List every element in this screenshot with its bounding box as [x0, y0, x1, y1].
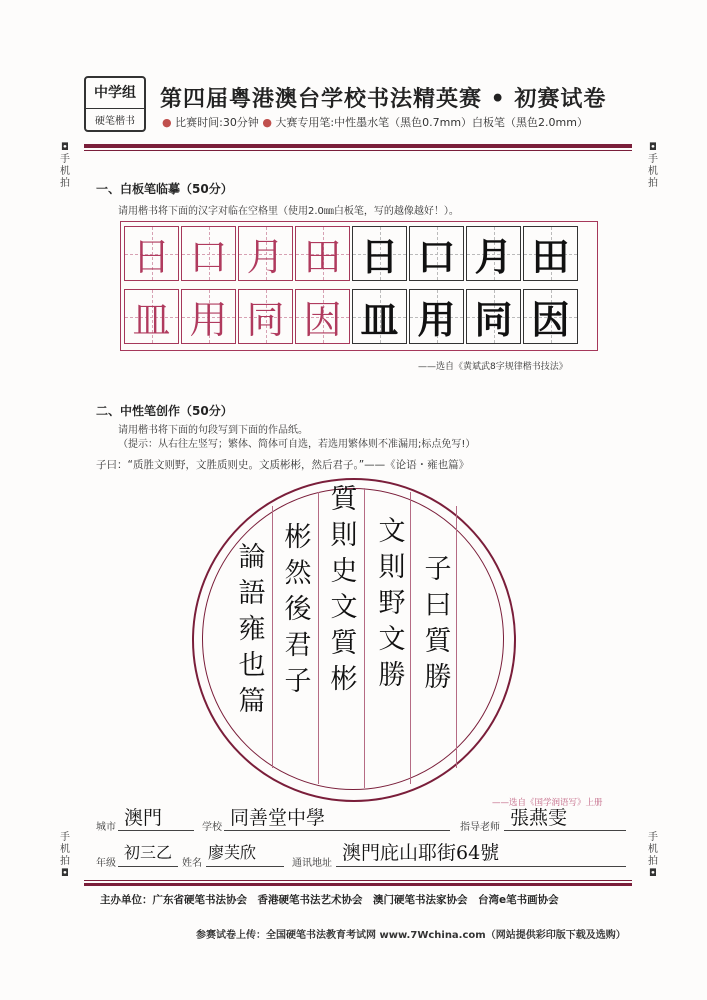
- artwork-column-3: 質則史文質彬: [330, 484, 358, 695]
- column-divider: [456, 506, 457, 768]
- city-underline: [118, 830, 194, 831]
- badge-group: 中学组: [94, 85, 136, 101]
- written-cell: 同: [466, 289, 521, 344]
- address-label: 通讯地址: [292, 858, 332, 869]
- written-cell: 日: [352, 226, 407, 281]
- header-rule: [84, 144, 632, 148]
- organizers: 主办单位：广东省硬笔书法协会 香港硬笔书法艺术协会 澳门硬笔书法家协会 台湾e笔书画协会: [100, 894, 559, 906]
- column-divider: [272, 506, 273, 768]
- side-label: 手机拍: [648, 154, 658, 189]
- section1-heading: 一、白板笔临摹（50分）: [96, 182, 233, 196]
- artwork-column-5: 論語雍也篇: [238, 542, 266, 717]
- camera-icon: ◘: [649, 868, 657, 879]
- school-label: 学校: [202, 822, 222, 833]
- column-divider: [364, 488, 365, 788]
- section1-instruction: 请用楷书将下面的汉字对临在空格里（使用2.0㎜白板笔，写的越像越好！）。: [118, 206, 459, 217]
- city-label: 城市: [96, 822, 116, 833]
- model-cell: 月: [238, 226, 293, 281]
- written-cell: 月: [466, 226, 521, 281]
- header-rule-thin: [84, 150, 632, 151]
- column-divider: [410, 492, 411, 784]
- artwork-column-1: 子曰質勝: [424, 554, 452, 693]
- practice-row-1: [124, 226, 580, 281]
- model-cell: 用: [181, 289, 236, 344]
- model-cell: 皿: [124, 289, 179, 344]
- exam-title: 第四届粤港澳台学校书法精英赛 • 初赛试卷: [160, 86, 607, 112]
- side-label: 手机拍: [60, 154, 70, 189]
- camera-icon: ◘: [649, 142, 657, 153]
- exam-pen: 大赛专用笔:中性墨水笔（黑色0.7mm）白板笔（黑色2.0mm）: [275, 116, 588, 129]
- camera-icon: ◘: [61, 868, 69, 879]
- badge-category: 硬笔楷书: [86, 108, 144, 127]
- side-label: 手机拍: [648, 832, 658, 867]
- written-cell: 皿: [352, 289, 407, 344]
- teacher-label: 指导老师: [460, 822, 500, 833]
- section2-source: ——选自《国学润语写》上册: [492, 798, 603, 808]
- upload-footer: 参赛试卷上传：全国硬笔书法教育考试网 www.7Wchina.com（网站提供彩印版下载及选购）: [196, 930, 626, 941]
- footer-rule: [84, 883, 632, 886]
- written-cell: 口: [409, 226, 464, 281]
- artwork-column-4: 彬然後君子: [284, 522, 312, 697]
- section2-instruction-1: 请用楷书将下面的句段写到下面的作品纸。: [118, 425, 308, 436]
- section2-heading: 二、中性笔创作（50分）: [96, 404, 233, 418]
- section2-instruction-2: （提示：从右往左竖写；繁体、简体可自选，若选用繁体则不准漏用;标点免写!）: [118, 439, 476, 450]
- grade-value: 初三乙: [124, 843, 173, 862]
- city-value: 澳門: [124, 807, 163, 829]
- group-badge: [84, 76, 146, 132]
- school-value: 同善堂中學: [230, 807, 326, 829]
- side-marker-top-left: [58, 142, 72, 190]
- address-underline: [336, 866, 626, 867]
- footer-rule-thin: [84, 880, 632, 881]
- exam-time: 比赛时间:30分钟: [175, 116, 259, 129]
- bullet-icon: ●: [162, 116, 172, 129]
- section1-source: ——选自《黄斌武8字规律楷书技法》: [418, 362, 568, 372]
- model-cell: 因: [295, 289, 350, 344]
- side-marker-bottom-left: [58, 832, 72, 880]
- artwork-column-2: 文則野文勝: [378, 516, 406, 691]
- model-cell: 田: [295, 226, 350, 281]
- side-marker-top-right: [646, 142, 660, 190]
- written-cell: 田: [523, 226, 578, 281]
- name-label: 姓名: [182, 858, 202, 869]
- model-cell: 同: [238, 289, 293, 344]
- teacher-underline: [504, 830, 626, 831]
- model-cell: 口: [181, 226, 236, 281]
- written-cell: 用: [409, 289, 464, 344]
- side-marker-bottom-right: [646, 832, 660, 880]
- bullet-icon: ●: [262, 116, 272, 129]
- side-label: 手机拍: [60, 832, 70, 867]
- address-value: 澳門庇山耶街64號: [342, 842, 500, 864]
- teacher-value: 張燕雯: [510, 807, 568, 829]
- written-cell: 因: [523, 289, 578, 344]
- classic-quote: 子曰：“质胜文则野，文胜质则史。文质彬彬，然后君子。”——《论语・雍也篇》: [96, 459, 470, 471]
- grade-label: 年级: [96, 858, 116, 869]
- exam-info: [162, 114, 588, 130]
- grade-underline: [118, 866, 178, 867]
- camera-icon: ◘: [61, 142, 69, 153]
- school-underline: [224, 830, 450, 831]
- column-divider: [318, 492, 319, 784]
- model-cell: 日: [124, 226, 179, 281]
- name-underline: [206, 866, 284, 867]
- name-value: 廖芙欣: [208, 843, 257, 862]
- practice-row-2: [124, 289, 580, 344]
